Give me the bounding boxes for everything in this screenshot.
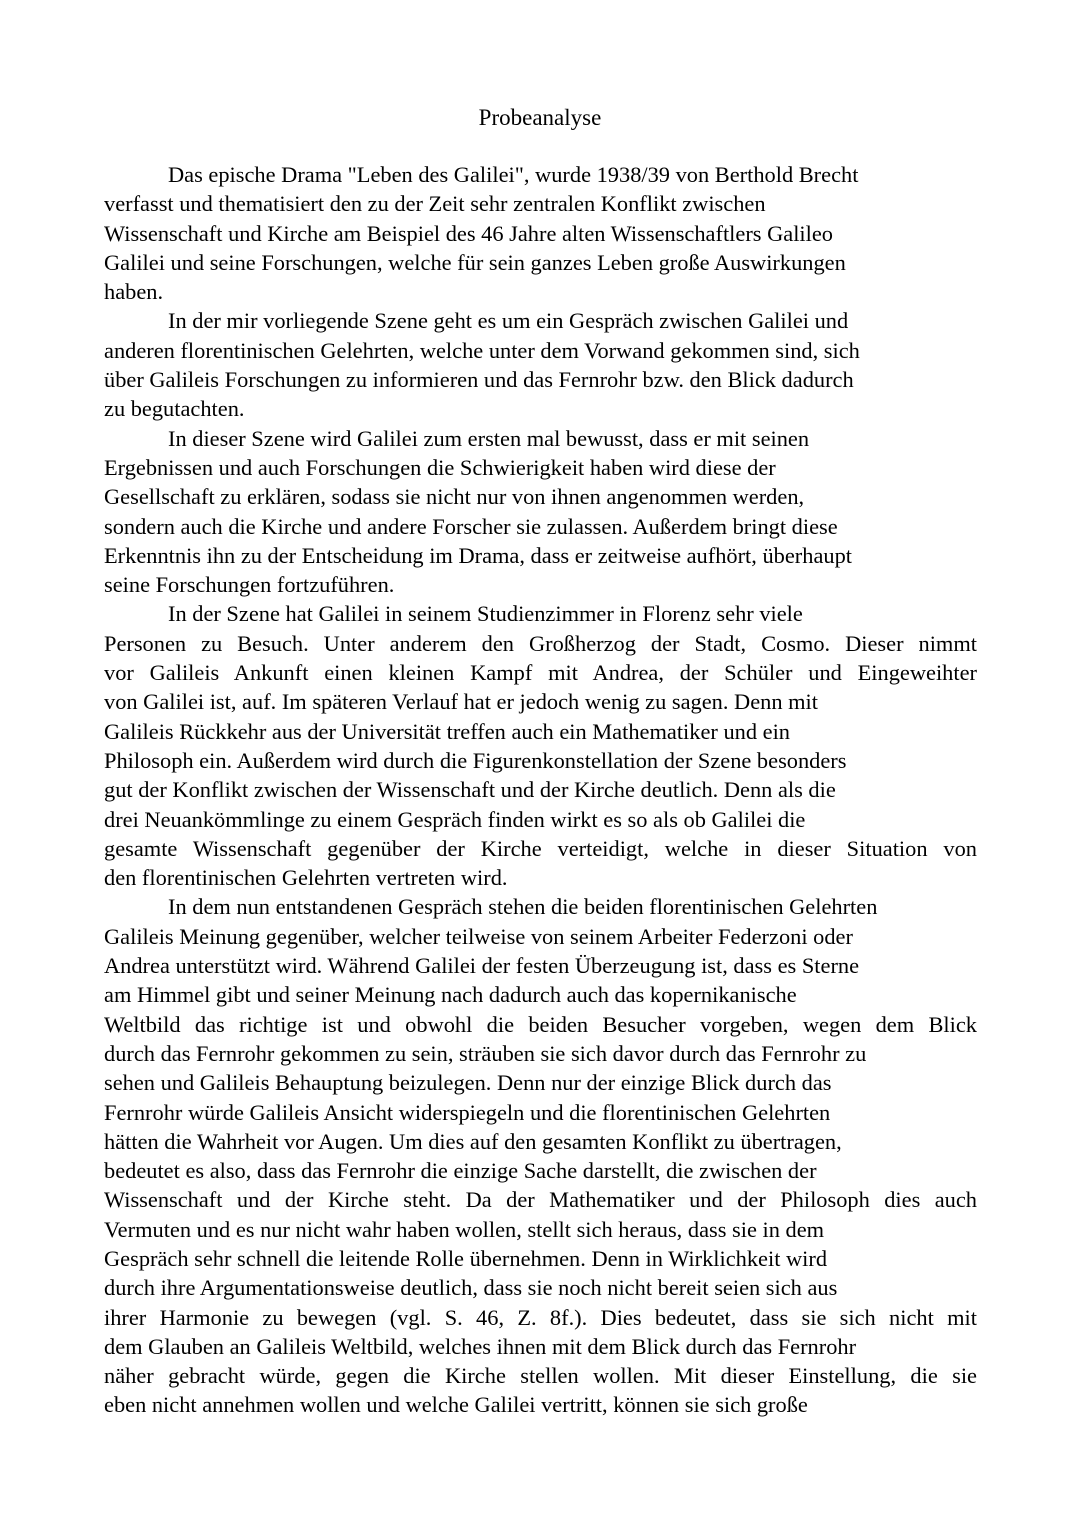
document-title: Probeanalyse [478, 105, 602, 130]
text-line: sehen und Galileis Behauptung beizulegen. Denn nur der einzige Blick durch das [104, 1070, 832, 1096]
paragraph-1 [104, 160, 977, 306]
text-line: am Himmel gibt und seiner Meinung nach dadurch auch das kopernikanische [104, 982, 797, 1008]
text-line: ihrer Harmonie zu bewegen (vgl. S. 46, Z. 8f.). Dies bedeutet, dass sie sich nicht mit [104, 1304, 977, 1330]
text-line: Andrea unterstützt wird. Während Galilei der festen Überzeugung ist, dass es Sterne [104, 953, 860, 979]
text-line: Gesellschaft zu erklären, sodass sie nicht nur von ihnen angenommen werden, [104, 484, 805, 510]
text-line: über Galileis Forschungen zu informieren und das Fernrohr bzw. den Blick dadurch [104, 367, 854, 393]
text-line: anderen florentinischen Gelehrten, welche unter dem Vorwand gekommen sind, sich [104, 337, 860, 363]
document-body [104, 160, 977, 1420]
text-line: sondern auch die Kirche und andere Forscher sie zulassen. Außerdem bringt diese [104, 513, 838, 539]
text-line: Galileis Meinung gegenüber, welcher teilweise von seinem Arbeiter Federzoni oder [104, 923, 853, 949]
text-line: näher gebracht würde, gegen die Kirche stellen wollen. Mit dieser Einstellung, die sie [104, 1363, 977, 1389]
text-line: gut der Konflikt zwischen der Wissenschaft und der Kirche deutlich. Denn als die [104, 777, 836, 803]
text-line: Das epische Drama "Leben des Galilei", wurde 1938/39 von Berthold Brecht [168, 162, 859, 187]
text-line: durch ihre Argumentationsweise deutlich, dass sie noch nicht bereit seien sich aus [104, 1275, 838, 1301]
text-line: gesamte Wissenschaft gegenüber der Kirche verteidigt, welche in dieser Situation von [104, 835, 977, 861]
text-line: haben. [104, 279, 164, 305]
text-line: Personen zu Besuch. Unter anderem den Großherzog der Stadt, Cosmo. Dieser nimmt [104, 630, 977, 656]
paragraph-3 [104, 424, 977, 600]
text-line: In der Szene hat Galilei in seinem Studienzimmer in Florenz sehr viele [168, 601, 803, 627]
text-line: Galileis Rückkehr aus der Universität treffen auch ein Mathematiker und ein [104, 718, 790, 744]
text-line: Fernrohr würde Galileis Ansicht widerspiegeln und die florentinischen Gelehrten [104, 1099, 831, 1125]
text-line: seine Forschungen fortzuführen. [104, 572, 395, 598]
text-line: Gespräch sehr schnell die leitende Rolle übernehmen. Denn in Wirklichkeit wird [104, 1245, 828, 1271]
text-line: drei Neuankömmlinge zu einem Gespräch finden wirkt es so als ob Galilei die [104, 806, 806, 832]
text-line: durch das Fernrohr gekommen zu sein, sträuben sie sich davor durch das Fernrohr zu [104, 1040, 867, 1066]
text-line: Galilei und seine Forschungen, welche für sein ganzes Leben große Auswirkungen [104, 249, 846, 275]
text-line: Erkenntnis ihn zu der Entscheidung im Drama, dass er zeitweise aufhört, überhaupt [104, 542, 852, 568]
text-line: bedeutet es also, dass das Fernrohr die einzige Sache darstellt, die zwischen der [104, 1158, 817, 1184]
text-line: Weltbild das richtige ist und obwohl die beiden Besucher vorgeben, wegen dem Blick [104, 1011, 977, 1037]
paragraph-5 [104, 892, 977, 1419]
text-line: In dem nun entstandenen Gespräch stehen die beiden florentinischen Gelehrten [168, 894, 878, 920]
text-line: Wissenschaft und Kirche am Beispiel des 46 Jahre alten Wissenschaftlers Galileo [104, 220, 833, 246]
text-line: verfasst und thematisiert den zu der Zeit sehr zentralen Konflikt zwischen [104, 191, 766, 217]
paragraph-4 [104, 599, 977, 892]
text-line: Vermuten und es nur nicht wahr haben wollen, stellt sich heraus, dass sie in dem [104, 1216, 825, 1242]
text-line: dem Glauben an Galileis Weltbild, welches ihnen mit dem Blick durch das Fernrohr [104, 1333, 857, 1359]
text-line: von Galilei ist, auf. Im späteren Verlauf hat er jedoch wenig zu sagen. Denn mit [104, 689, 818, 715]
text-line: eben nicht annehmen wollen und welche Galilei vertritt, können sie sich große [104, 1392, 808, 1418]
text-line: vor Galileis Ankunft einen kleinen Kampf mit Andrea, der Schüler und Eingeweihter [104, 660, 977, 686]
text-line: den florentinischen Gelehrten vertreten wird. [104, 865, 508, 891]
text-line: zu begutachten. [104, 396, 245, 422]
text-line: In der mir vorliegende Szene geht es um ein Gespräch zwischen Galilei und [168, 308, 849, 334]
paragraph-2 [104, 306, 977, 423]
text-line: Ergebnissen und auch Forschungen die Schwierigkeit haben wird diese der [104, 454, 776, 480]
text-line: Wissenschaft und der Kirche steht. Da der Mathematiker und der Philosoph dies auch [104, 1187, 977, 1213]
text-line: Philosoph ein. Außerdem wird durch die Figurenkonstellation der Szene besonders [104, 747, 847, 773]
text-line: In dieser Szene wird Galilei zum ersten mal bewusst, dass er mit seinen [168, 425, 810, 451]
text-line: hätten die Wahrheit vor Augen. Um dies auf den gesamten Konflikt zu übertragen, [104, 1128, 842, 1154]
